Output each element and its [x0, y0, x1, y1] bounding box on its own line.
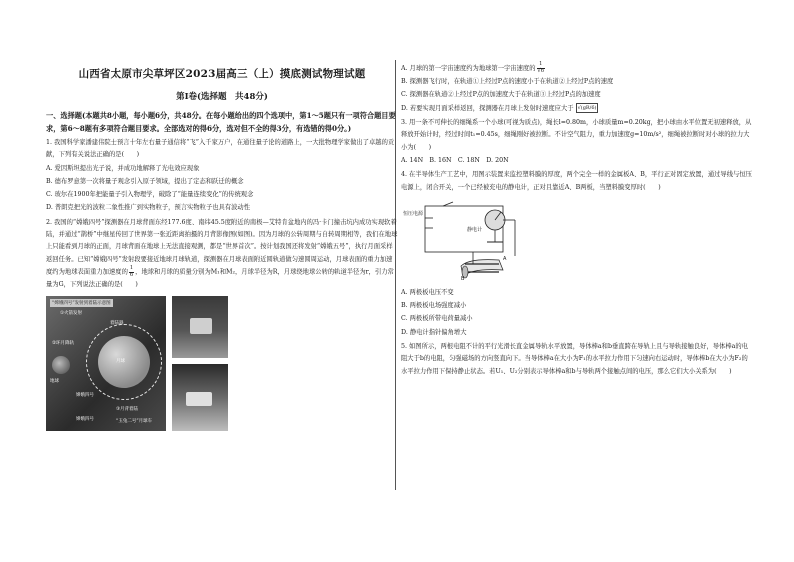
q4-option-d: D. 静电计指针偏角增大 — [401, 328, 467, 336]
label-plate-a: A — [503, 256, 507, 263]
label-change4-b: 嫦娥四号 — [76, 416, 94, 422]
left-column — [46, 62, 398, 431]
part1-heading: 第Ⅰ卷(选择题 共48分) — [176, 92, 268, 102]
figure-header: “嫦娥四号”发射到着陆示意图 — [52, 300, 111, 306]
q1-option-c: C. 玻尔在1900年把能量子引入物理学，破除了“能量连续变化”的传统观念 — [46, 191, 254, 199]
q2-figure — [46, 296, 398, 431]
q2-option-a-num: 1 — [537, 62, 546, 69]
label-change4: 嫦娥四号 — [76, 392, 94, 398]
q2-option-d-expr: √(gR/6) — [577, 105, 597, 112]
q2-option-a — [401, 62, 753, 75]
q2-option-a-fraction — [537, 62, 546, 74]
label-rover: “玉兔二号”月球车 — [116, 418, 153, 424]
circuit-diagram — [403, 198, 553, 286]
q4-option-b: B. 两极板电场强度减小 — [401, 302, 467, 310]
q4-stem: 4. 在半导体生产工艺中，用图示装置来监控塑料膜的厚度，两个完全一样的金属板A、B，平行正对固定放置，通过导线与恒压电源上，闭合开关，一个已经被充电的静电计，正对且靠近A、B两板，当塑料膜变厚时( ) — [401, 171, 752, 191]
q2-fraction-num: 1 — [129, 265, 134, 272]
q4-circuit-figure — [403, 198, 753, 286]
label-lander: 着陆器 — [110, 320, 124, 326]
label-orbit: ②环月降轨 — [52, 340, 75, 346]
rover-icon — [186, 392, 212, 406]
q3-options: A. 14N B. 16N C. 18N D. 20N — [401, 157, 509, 165]
q2-option-b: B. 探测器飞行时，在轨道①上经过P点的速度小于在轨道②上经过P点的速度 — [401, 78, 614, 86]
section1-instructions: 一、选择题(本题共8小题，每小题6分，共48分。在每小题给出的四个选项中，第1～5题只有一项符合题目要求，第6～8题有多项符合题目要求。全部选对的得6分，选对但不全的得3分，有选错的得0分。) — [46, 111, 396, 133]
label-landing: ③月背着陆 — [116, 406, 139, 412]
mission-diagram — [46, 296, 166, 431]
q2-option-c: C. 探测器在轨道②上经过P点的加速度大于在轨道③上经过P点的加速度 — [401, 91, 601, 99]
q4-option-c: C. 两极板所带电荷量减小 — [401, 315, 473, 323]
q1-option-d: D. 普朗克把光的波粒二象性推广到实物粒子，预言实物粒子也具有波动性 — [46, 204, 251, 212]
lander-icon — [190, 318, 212, 334]
label-earth: 地球 — [50, 378, 59, 384]
rover-photo — [172, 364, 228, 431]
q2-stem — [46, 217, 398, 292]
label-moon: 月球 — [116, 358, 125, 364]
label-electrometer: 静电计 — [467, 227, 483, 234]
q5-stem: 5. 如图所示，两根电阻不计的平行光滑长直金属导轨水平放置，导体棒a和b垂直跨在导轨上且与导轨接触良好，导体棒a的电阻大于b的电阻，匀强磁场的方向竖直向下。当导体棒a在大小为F₁的水平拉力作用下匀速向右运动时，导体棒b在大小为F₂的水平拉力作用下保持静止状态。若U₁、U₂分别表示导体棒a和b与导轨两个接触点间的电压，那么它们大小关系为( ) — [401, 342, 748, 375]
q2-option-a-text: A. 月球的第一宇宙速度约为地球第一宇宙速度的 — [401, 65, 536, 72]
q2-stem-tail: ，地球和月球的质量分别为M₁和M₂，月球半径为R，月球绕地球公转的轨道半径为r，引力常量为G，下列说法正确的是( ) — [46, 268, 394, 289]
label-voltage-source: 恒压电源 — [403, 211, 424, 218]
q1-stem: 1. 我国科学家潘建伟院士预言十年左右量子通信将“飞”入千家万户，在通往量子论的道路上，一大批物理学家做出了卓越的贡献，下列有关说法正确的是( ) — [46, 139, 395, 159]
q2-option-a-den: √6 — [537, 68, 545, 74]
q2-stem-text: 2. 我国的“嫦娥四号”探测器在月球背面东经177.6度、南纬45.5度附近的南极—艾特肯盆地内的冯·卡门撞击坑内成功实现软着陆，并通过“鹊桥”中继星传回了世界第一张近距离拍摄的月背影像图(如图)。因为月球的公转周期与自转周期相等，我们在地球上只能看到月球的正面，月球背面在地球上无法直接观测，都是“世界首次”。按计划我国还将发射“嫦娥五号”，执行月面采样返回任务。已知“嫦娥四号”发射段要接近地球月球轨道，探测器在月球表面附近圆轨道做匀速圆周运动，月球表面的重力加速度约为地球表面重力加速度的 — [46, 218, 398, 276]
earth-image — [52, 356, 70, 374]
lander-photo — [172, 296, 228, 358]
label-plate-b: B — [461, 276, 465, 283]
q1-option-b: B. 德布罗意第一次将量子观念引入原子领域，提出了定态和跃迁的概念 — [46, 178, 244, 186]
right-column — [401, 62, 753, 378]
q2-fraction — [129, 266, 134, 278]
q2-option-d-text: D. 若要实现月面采样返回，探测器在月球上发射时速度应大于 — [401, 104, 574, 112]
q1-option-a: A. 爱因斯坦提出光子说，并成功地解释了光电效应现象 — [46, 164, 200, 172]
q2-fraction-den: 6 — [129, 271, 134, 278]
exam-title: 山西省太原市尖草坪区2023届高三（上）摸底测试物理试题 — [78, 68, 366, 80]
q4-option-a: A. 两极板电压不变 — [401, 289, 454, 297]
q3-stem: 3. 用一条不可伸长的细绳系一个小球(可视为质点)，绳长l=0.80m，小球质量m=0.20kg，把小球由水平位置无初速释放，从释放开始计时，经过时间t₁=0.45s，细绳刚好被拉断。不计空气阻力，重力加速度g=10m/s²，细绳被拉断时对小球的拉力大小为( ) — [401, 118, 752, 151]
label-launch: ①火箭发射 — [60, 310, 83, 316]
q2-option-d — [401, 102, 753, 115]
